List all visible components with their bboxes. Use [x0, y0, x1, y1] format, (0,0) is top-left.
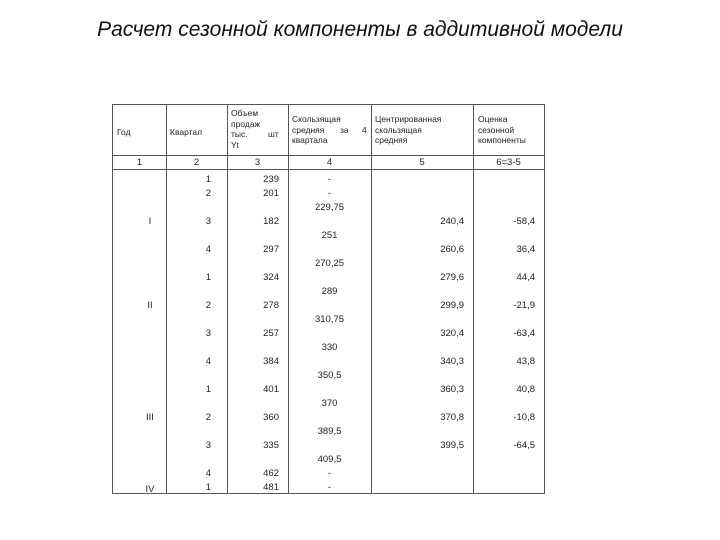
header-cs-line2: скользящая: [375, 124, 422, 135]
column-number: 5: [419, 157, 425, 168]
sales-volume-cell: 239: [263, 174, 279, 185]
header-sk-line2c: 4: [362, 124, 367, 135]
sales-volume-cell: 278: [263, 300, 279, 311]
sales-volume-cell: 360: [263, 412, 279, 423]
quarter-cell: 1: [205, 174, 211, 185]
centered-average-cell: 320,4: [440, 328, 464, 339]
quarter-cell: 2: [205, 188, 211, 199]
seasonal-estimate-cell: -58,4: [513, 216, 535, 227]
header-sk-line3: квартала: [292, 135, 328, 145]
header-obem-line3a: тыс.: [231, 129, 248, 139]
sales-volume-cell: 182: [263, 216, 279, 227]
moving-average-dash: -: [327, 482, 332, 493]
quarter-cell: 1: [205, 384, 211, 395]
header-cs-line3: средняя: [375, 135, 408, 145]
centered-average-cell: 260,6: [440, 244, 464, 255]
column-number: 3: [254, 157, 261, 168]
centered-average-cell: 340,3: [440, 356, 464, 367]
seasonal-estimate-cell: 40,8: [516, 384, 535, 395]
column-number: 2: [193, 157, 200, 168]
moving-average-cell: 251: [321, 230, 338, 241]
sales-volume-cell: 481: [263, 482, 279, 493]
centered-average-cell: 399,5: [440, 440, 464, 451]
seasonal-estimate-cell: 36,4: [516, 244, 535, 255]
moving-average-dash: -: [327, 188, 332, 199]
moving-average-cell: 409,5: [317, 454, 342, 465]
seasonal-estimate-cell: -21,9: [513, 300, 535, 311]
year-label: I: [148, 216, 152, 227]
moving-average-cell: 270,25: [314, 258, 345, 269]
sales-volume-cell: 257: [263, 328, 279, 339]
seasonal-estimate-cell: -10,8: [513, 412, 535, 423]
header-oc-line1: Оценка: [478, 114, 508, 124]
column-number: 6=3-5: [496, 157, 521, 168]
moving-average-cell: 389,5: [317, 426, 342, 437]
centered-average-cell: 360,3: [440, 384, 464, 395]
sales-volume-cell: 297: [263, 244, 279, 255]
quarter-cell: 1: [205, 272, 211, 283]
quarter-cell: 1: [205, 482, 211, 493]
centered-average-cell: 299,9: [440, 300, 464, 311]
header-obem-line3b: шт: [268, 129, 279, 139]
seasonal-estimate-cell: 44,4: [516, 272, 535, 283]
quarter-cell: 2: [205, 412, 211, 423]
header-sk-line1: Скользящая: [292, 114, 341, 124]
moving-average-dash: -: [327, 468, 332, 479]
header-oc-line2: сезонной: [478, 124, 515, 135]
year-label: II: [147, 300, 153, 311]
quarter-cell: 4: [205, 468, 211, 479]
seasonal-component-table: [112, 104, 545, 494]
moving-average-cell: 289: [321, 286, 338, 297]
slide-title: Расчет сезонной компоненты в аддитивной модели: [97, 18, 623, 41]
header-obem-line4: Yt: [231, 139, 240, 150]
moving-average-cell: 350,5: [317, 370, 342, 381]
quarter-cell: 3: [205, 216, 211, 227]
quarter-cell: 3: [205, 440, 211, 451]
quarter-cell: 3: [205, 328, 211, 339]
quarter-cell: 4: [205, 356, 211, 367]
seasonal-estimate-cell: 43,8: [516, 356, 535, 367]
moving-average-cell: 229,75: [314, 202, 345, 213]
header-obem-line2: продаж: [231, 118, 261, 129]
header-sk-line2a: средняя: [292, 124, 325, 135]
header-divider: [113, 169, 544, 170]
sales-volume-cell: 384: [263, 356, 279, 367]
header-kvartal: Квартал: [170, 127, 203, 137]
sales-volume-cell: 201: [263, 188, 279, 199]
moving-average-dash: -: [327, 174, 332, 185]
sales-volume-cell: 324: [263, 272, 279, 283]
quarter-cell: 4: [205, 244, 211, 255]
seasonal-estimate-cell: -63,4: [513, 328, 535, 339]
header-god: Год: [117, 127, 131, 137]
column-number: 4: [326, 157, 333, 168]
header-divider: [113, 155, 544, 156]
moving-average-cell: 310,75: [314, 314, 345, 325]
year-label: IV: [145, 484, 155, 495]
seasonal-estimate-cell: -64,5: [513, 440, 535, 451]
year-label: III: [146, 412, 154, 423]
centered-average-cell: 279,6: [440, 272, 464, 283]
centered-average-cell: 370,8: [440, 412, 464, 423]
quarter-cell: 2: [205, 300, 211, 311]
sales-volume-cell: 335: [263, 440, 279, 451]
sales-volume-cell: 462: [263, 468, 279, 479]
moving-average-cell: 370: [321, 398, 338, 409]
header-sk-line2b: за: [340, 124, 349, 135]
header-oc-line3: компоненты: [478, 135, 526, 145]
moving-average-cell: 330: [321, 342, 338, 353]
header-cs-line1: Центрированная: [375, 114, 442, 124]
column-number: 1: [136, 157, 143, 168]
centered-average-cell: 240,4: [440, 216, 464, 227]
sales-volume-cell: 401: [263, 384, 279, 395]
header-obem-line1: Объем: [231, 108, 259, 118]
